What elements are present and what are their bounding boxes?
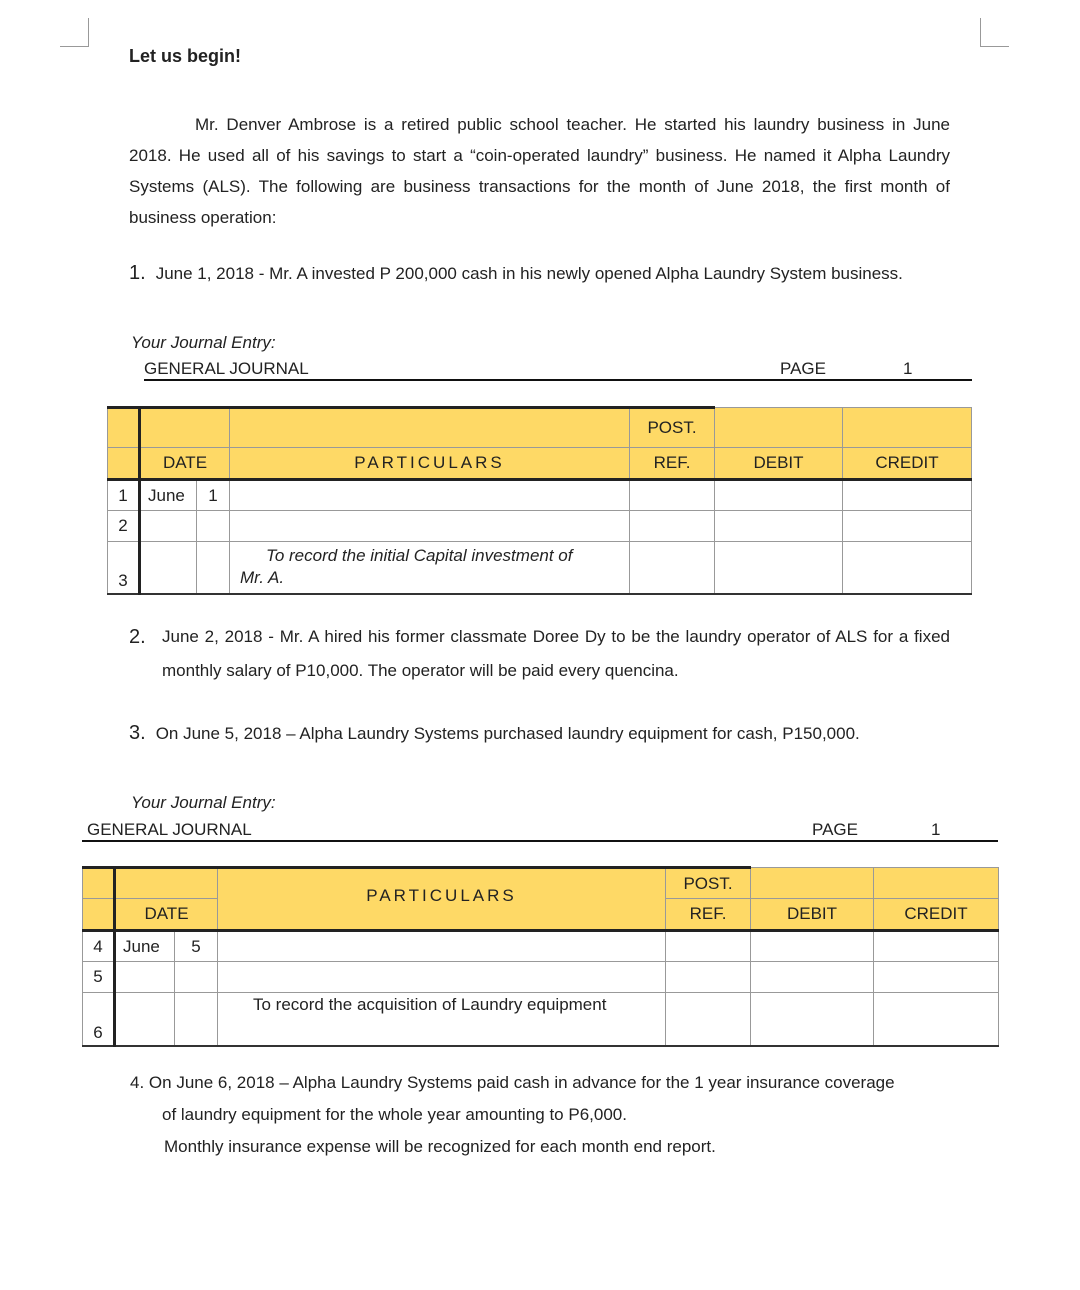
credit-cell[interactable] bbox=[874, 931, 999, 962]
line-number: 6 bbox=[83, 993, 115, 1046]
journal-1-title: GENERAL JOURNAL bbox=[144, 359, 309, 378]
line-number: 1 bbox=[108, 480, 140, 511]
credit-cell[interactable] bbox=[843, 480, 972, 511]
credit-cell[interactable] bbox=[874, 962, 999, 993]
particulars-cell[interactable] bbox=[230, 511, 630, 542]
j2-debit-header: DEBIT bbox=[751, 899, 874, 931]
transaction-3 bbox=[129, 722, 860, 745]
table-row bbox=[83, 931, 999, 962]
date-month-cell[interactable]: June bbox=[140, 480, 197, 511]
debit-cell[interactable] bbox=[751, 931, 874, 962]
crop-mark-right bbox=[980, 18, 1009, 47]
journal-1-table bbox=[107, 406, 972, 595]
date-month-cell[interactable] bbox=[115, 993, 175, 1046]
transaction-1-number: 1. bbox=[129, 262, 146, 284]
date-month-cell[interactable] bbox=[140, 542, 197, 594]
transaction-2-number: 2. bbox=[129, 626, 146, 648]
debit-cell[interactable] bbox=[751, 993, 874, 1046]
transaction-1-text: June 1, 2018 - Mr. A invested P 200,000 cash in his newly opened Alpha Laundry System business. bbox=[155, 264, 903, 283]
j1-debit-header: DEBIT bbox=[715, 448, 843, 480]
transaction-4-line-2: of laundry equipment for the whole year amounting to P6,000. bbox=[162, 1105, 627, 1124]
j1-credit-header: CREDIT bbox=[843, 448, 972, 480]
j1-post-header: POST. bbox=[630, 408, 715, 448]
date-month-cell[interactable] bbox=[140, 511, 197, 542]
journal-2-page-number: 1 bbox=[931, 820, 941, 839]
journal-2-label: Your Journal Entry: bbox=[131, 793, 276, 812]
date-day-cell[interactable] bbox=[197, 511, 230, 542]
journal-2-title-rule bbox=[82, 840, 998, 842]
particulars-cell[interactable]: To record the acquisition of Laundry equipment bbox=[218, 993, 666, 1046]
credit-cell[interactable] bbox=[874, 993, 999, 1046]
particulars-line-2: Mr. A. bbox=[240, 568, 285, 588]
particulars-cell[interactable] bbox=[230, 542, 630, 594]
table-row bbox=[108, 542, 972, 594]
journal-2-title: GENERAL JOURNAL bbox=[87, 820, 252, 839]
journal-1-title-rule bbox=[144, 379, 972, 381]
j1-ref-header: REF. bbox=[630, 448, 715, 480]
date-day-cell[interactable] bbox=[175, 993, 218, 1046]
journal-1-page-number: 1 bbox=[903, 359, 913, 378]
transaction-3-number: 3. bbox=[129, 722, 146, 744]
line-number: 2 bbox=[108, 511, 140, 542]
transaction-4-line-3: Monthly insurance expense will be recognized for each month end report. bbox=[164, 1137, 716, 1156]
date-month-cell[interactable]: June bbox=[115, 931, 175, 962]
table-row bbox=[83, 962, 999, 993]
particulars-line-1: To record the initial Capital investment of bbox=[266, 546, 573, 566]
date-day-cell[interactable]: 1 bbox=[197, 480, 230, 511]
transaction-1 bbox=[129, 262, 903, 285]
journal-1-label: Your Journal Entry: bbox=[131, 333, 276, 352]
transaction-2 bbox=[129, 620, 950, 688]
date-day-cell[interactable] bbox=[175, 962, 218, 993]
post-ref-cell[interactable] bbox=[630, 480, 715, 511]
heading: Let us begin! bbox=[129, 46, 241, 66]
particulars-cell[interactable] bbox=[230, 480, 630, 511]
j2-ref-header: REF. bbox=[666, 899, 751, 931]
transaction-4-number: 4. bbox=[130, 1073, 145, 1092]
j2-post-header: POST. bbox=[666, 868, 751, 899]
journal-1-page-label: PAGE bbox=[780, 359, 826, 378]
line-number: 4 bbox=[83, 931, 115, 962]
transaction-4 bbox=[130, 1067, 895, 1163]
debit-cell[interactable] bbox=[751, 962, 874, 993]
j2-particulars-header: PARTICULARS bbox=[218, 868, 666, 931]
journal-2-table bbox=[82, 866, 999, 1047]
j1-particulars-header: PARTICULARS bbox=[230, 448, 630, 480]
line-number: 3 bbox=[108, 542, 140, 594]
j1-date-header: DATE bbox=[140, 448, 230, 480]
transaction-4-line-1: On June 6, 2018 – Alpha Laundry Systems paid cash in advance for the 1 year insurance coverage bbox=[148, 1073, 895, 1092]
credit-cell[interactable] bbox=[843, 542, 972, 594]
post-ref-cell[interactable] bbox=[630, 511, 715, 542]
debit-cell[interactable] bbox=[715, 511, 843, 542]
line-number: 5 bbox=[83, 962, 115, 993]
crop-mark-left bbox=[60, 18, 89, 47]
table-row bbox=[108, 511, 972, 542]
post-ref-cell[interactable] bbox=[666, 962, 751, 993]
table-row bbox=[83, 993, 999, 1046]
transaction-3-text: On June 5, 2018 – Alpha Laundry Systems purchased laundry equipment for cash, P150,000. bbox=[155, 724, 860, 743]
post-ref-cell[interactable] bbox=[666, 993, 751, 1046]
particulars-cell[interactable] bbox=[218, 962, 666, 993]
j2-credit-header: CREDIT bbox=[874, 899, 999, 931]
debit-cell[interactable] bbox=[715, 480, 843, 511]
table-row bbox=[108, 480, 972, 511]
date-day-cell[interactable] bbox=[197, 542, 230, 594]
debit-cell[interactable] bbox=[715, 542, 843, 594]
post-ref-cell[interactable] bbox=[666, 931, 751, 962]
date-day-cell[interactable]: 5 bbox=[175, 931, 218, 962]
transaction-2-text: June 2, 2018 - Mr. A hired his former classmate Doree Dy to be the laundry operator of ALS for a fixed monthly salary of P10,000. The operator will be paid every quencina. bbox=[162, 627, 950, 680]
particulars-cell[interactable] bbox=[218, 931, 666, 962]
date-month-cell[interactable] bbox=[115, 962, 175, 993]
credit-cell[interactable] bbox=[843, 511, 972, 542]
intro-paragraph: Mr. Denver Ambrose is a retired public school teacher. He started his laundry business in June 2018. He used all of his savings to start a “coin-operated laundry” business. He named it Alpha Laundry Systems (ALS). The following are business transactions for the month of June 2018, the first month of business operation: bbox=[129, 115, 950, 227]
journal-2-page-label: PAGE bbox=[812, 820, 858, 839]
post-ref-cell[interactable] bbox=[630, 542, 715, 594]
j2-date-header: DATE bbox=[115, 899, 218, 931]
